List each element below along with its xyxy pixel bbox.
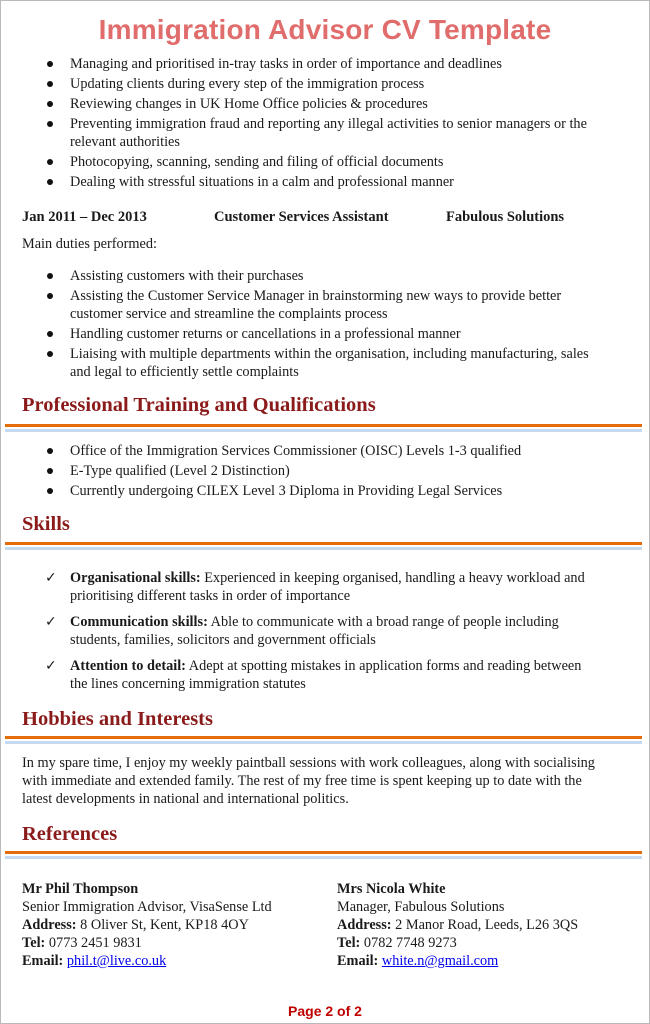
job-header	[22, 209, 622, 229]
list-item: Managing and prioritised in-tray tasks in order of importance and deadlines	[0, 55, 650, 73]
reference-position: Senior Immigration Advisor, VisaSense Ltd	[22, 899, 272, 915]
section-rule	[5, 851, 642, 859]
skill-item	[0, 657, 650, 693]
checkmark-icon: ✓	[45, 570, 57, 586]
hobbies-text: In my spare time, I enjoy my weekly paintball sessions with work colleagues, along with socialising with immediate and extended family. The rest of my free time is spent keeping up to date with the latest developments in national and international politics.	[22, 755, 595, 807]
list-item: Office of the Immigration Services Commissioner (OISC) Levels 1-3 qualified	[0, 442, 650, 460]
reference-tel: Tel: 0773 2451 9831	[22, 935, 142, 951]
job-dates: Jan 2011 – Dec 2013	[22, 209, 147, 225]
references-heading: References	[22, 823, 118, 845]
top-duties-list	[0, 55, 650, 191]
skills-heading: Skills	[22, 513, 70, 535]
duties-intro: Main duties performed:	[22, 236, 157, 252]
list-item: Updating clients during every step of the immigration process	[0, 75, 650, 93]
list-item: Photocopying, scanning, sending and filing of official documents	[0, 153, 650, 171]
reference-name: Mr Phil Thompson	[22, 881, 139, 897]
checkmark-icon: ✓	[45, 658, 57, 674]
skill-item	[0, 569, 650, 605]
skill-text: Experienced in keeping organised, handling a heavy workload and prioritising different tasks in order of importance	[70, 570, 585, 604]
list-item: Reviewing changes in UK Home Office policies & procedures	[0, 95, 650, 113]
skill-label: Organisational skills:	[70, 570, 201, 586]
hobbies-heading: Hobbies and Interests	[22, 708, 213, 730]
list-item: Assisting the Customer Service Manager in brainstorming new ways to provide better customer service and streamline the complaints process	[0, 287, 650, 323]
skill-text: Adept at spotting mistakes in application forms and reading between the lines concerning immigration statutes	[70, 658, 582, 692]
list-item: Assisting customers with their purchases	[0, 267, 650, 285]
training-heading: Professional Training and Qualifications	[22, 394, 376, 416]
page-title: Immigration Advisor CV Template	[98, 14, 552, 45]
list-item: Currently undergoing CILEX Level 3 Diploma in Providing Legal Services	[0, 482, 650, 500]
list-item: Dealing with stressful situations in a calm and professional manner	[0, 173, 650, 191]
email-link[interactable]: white.n@gmail.com	[381, 953, 499, 969]
section-rule	[5, 542, 642, 550]
reference-1	[22, 880, 272, 970]
reference-position: Manager, Fabulous Solutions	[337, 899, 505, 915]
skill-label: Attention to detail:	[70, 658, 186, 674]
skill-item	[0, 613, 650, 649]
training-list	[0, 442, 650, 500]
top-duties-section	[0, 55, 650, 193]
reference-tel: Tel: 0782 7748 9273	[337, 935, 457, 951]
section-rule	[5, 424, 642, 432]
skill-text: Able to communicate with a broad range of people including students, families, solicitors and government officials	[70, 614, 559, 648]
list-item: Liaising with multiple departments within the organisation, including manufacturing, sales and legal to efficiently settle complaints	[0, 345, 650, 381]
list-item: Handling customer returns or cancellations in a professional manner	[0, 325, 650, 343]
email-link[interactable]: phil.t@live.co.uk	[66, 953, 167, 969]
reference-email: Email: white.n@gmail.com	[337, 953, 499, 969]
skills-list	[0, 569, 650, 693]
reference-name: Mrs Nicola White	[337, 881, 446, 897]
section-rule	[5, 736, 642, 744]
skills-section	[0, 569, 650, 701]
reference-address: Address: 8 Oliver St, Kent, KP18 4OY	[22, 917, 249, 933]
list-item: Preventing immigration fraud and reporting any illegal activities to senior managers or the relevant authorities	[0, 115, 650, 151]
job-duties-list	[0, 267, 650, 381]
training-section	[0, 442, 650, 502]
page-number: Page 2 of 2	[288, 1003, 362, 1019]
reference-address: Address: 2 Manor Road, Leeds, L26 3QS	[337, 917, 579, 933]
job-role: Customer Services Assistant	[214, 209, 389, 225]
job-duties-section	[0, 267, 650, 383]
reference-2	[337, 880, 578, 970]
checkmark-icon: ✓	[45, 614, 57, 630]
job-company: Fabulous Solutions	[446, 209, 565, 225]
reference-email: Email: phil.t@live.co.uk	[22, 953, 167, 969]
list-item: E-Type qualified (Level 2 Distinction)	[0, 462, 650, 480]
skill-label: Communication skills:	[70, 614, 208, 630]
